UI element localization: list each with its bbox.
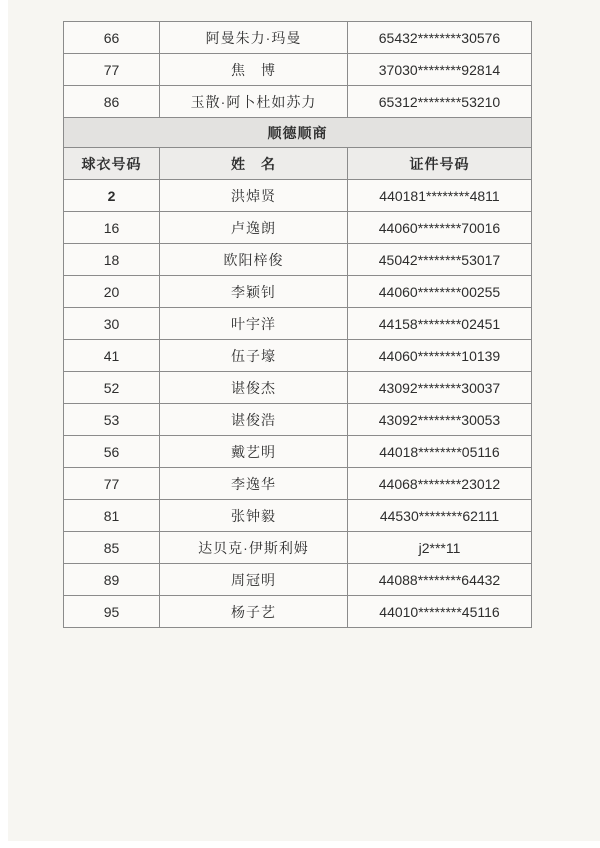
table-row <box>64 436 532 468</box>
table-row <box>64 596 532 628</box>
jersey-cell: 81 <box>64 500 160 532</box>
name-cell: 谌俊杰 <box>160 372 348 404</box>
jersey-cell: 77 <box>64 468 160 500</box>
id-cell: 44088********64432 <box>348 564 532 596</box>
id-cell: 65432********30576 <box>348 22 532 54</box>
id-cell: 44018********05116 <box>348 436 532 468</box>
jersey-cell: 56 <box>64 436 160 468</box>
table-row <box>64 276 532 308</box>
name-cell: 李颖钊 <box>160 276 348 308</box>
id-cell: 44068********23012 <box>348 468 532 500</box>
table-row <box>64 340 532 372</box>
jersey-cell: 86 <box>64 86 160 118</box>
name-cell: 周冠明 <box>160 564 348 596</box>
name-cell: 张钟毅 <box>160 500 348 532</box>
name-cell: 戴艺明 <box>160 436 348 468</box>
table-row <box>64 212 532 244</box>
jersey-cell: 53 <box>64 404 160 436</box>
name-cell: 杨子艺 <box>160 596 348 628</box>
column-header-row <box>64 148 532 180</box>
jersey-cell: 85 <box>64 532 160 564</box>
name-cell: 阿曼朱力·玛曼 <box>160 22 348 54</box>
id-cell: 43092********30053 <box>348 404 532 436</box>
jersey-cell: 2 <box>64 180 160 212</box>
name-cell: 焦 博 <box>160 54 348 86</box>
jersey-cell: 52 <box>64 372 160 404</box>
name-cell: 叶宇洋 <box>160 308 348 340</box>
id-cell: 37030********92814 <box>348 54 532 86</box>
jersey-cell: 66 <box>64 22 160 54</box>
id-cell: 44060********00255 <box>348 276 532 308</box>
id-cell: 44158********02451 <box>348 308 532 340</box>
id-cell: 44530********62111 <box>348 500 532 532</box>
name-cell: 欧阳梓俊 <box>160 244 348 276</box>
id-cell: 44010********45116 <box>348 596 532 628</box>
col-header-name: 姓 名 <box>160 148 348 180</box>
name-cell: 李逸华 <box>160 468 348 500</box>
name-cell: 洪焯贤 <box>160 180 348 212</box>
col-header-jersey: 球衣号码 <box>64 148 160 180</box>
id-cell: 44060********10139 <box>348 340 532 372</box>
table-row <box>64 308 532 340</box>
table-row <box>64 500 532 532</box>
document-page <box>8 0 600 841</box>
name-cell: 伍子壕 <box>160 340 348 372</box>
roster-table <box>63 21 532 628</box>
jersey-cell: 89 <box>64 564 160 596</box>
table-row <box>64 372 532 404</box>
table-row <box>64 180 532 212</box>
team-name: 顺德顺商 <box>64 118 532 148</box>
jersey-cell: 18 <box>64 244 160 276</box>
table-row <box>64 22 532 54</box>
name-cell: 卢逸朗 <box>160 212 348 244</box>
jersey-cell: 30 <box>64 308 160 340</box>
jersey-cell: 77 <box>64 54 160 86</box>
team-section-header-row <box>64 118 532 148</box>
id-cell: j2***11 <box>348 532 532 564</box>
jersey-cell: 95 <box>64 596 160 628</box>
name-cell: 达贝克·伊斯利姆 <box>160 532 348 564</box>
name-cell: 玉散·阿卜杜如苏力 <box>160 86 348 118</box>
id-cell: 440181********4811 <box>348 180 532 212</box>
col-header-id: 证件号码 <box>348 148 532 180</box>
id-cell: 65312********53210 <box>348 86 532 118</box>
table-row <box>64 532 532 564</box>
id-cell: 43092********30037 <box>348 372 532 404</box>
jersey-cell: 41 <box>64 340 160 372</box>
jersey-cell: 20 <box>64 276 160 308</box>
id-cell: 45042********53017 <box>348 244 532 276</box>
table-row <box>64 404 532 436</box>
table-row <box>64 54 532 86</box>
table-row <box>64 244 532 276</box>
table-row <box>64 564 532 596</box>
jersey-cell: 16 <box>64 212 160 244</box>
name-cell: 谌俊浩 <box>160 404 348 436</box>
id-cell: 44060********70016 <box>348 212 532 244</box>
table-row <box>64 468 532 500</box>
table-row <box>64 86 532 118</box>
